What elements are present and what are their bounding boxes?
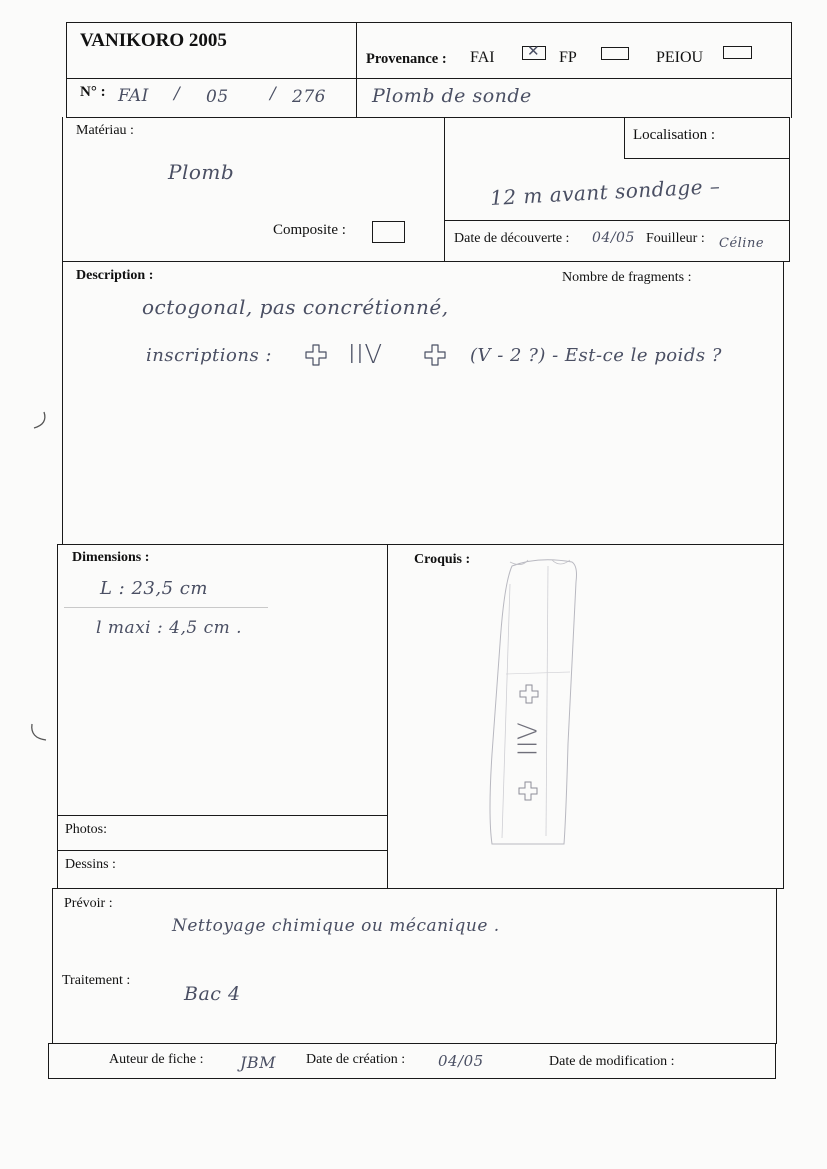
number-separator: / bbox=[270, 84, 277, 104]
location-label: Localisation : bbox=[633, 127, 716, 143]
number-id[interactable]: 276 bbox=[292, 87, 326, 107]
number-site[interactable]: FAI bbox=[118, 86, 149, 106]
creation-date-value[interactable]: 04/05 bbox=[438, 1052, 484, 1070]
provenance-fp-checkbox[interactable] bbox=[601, 47, 629, 60]
divider bbox=[64, 607, 268, 608]
dimension-length[interactable]: L : 23,5 cm bbox=[100, 578, 208, 599]
treatment-value[interactable]: Bac 4 bbox=[184, 983, 241, 1005]
dimensions-label: Dimensions : bbox=[72, 550, 150, 565]
form-title: VANIKORO 2005 bbox=[80, 30, 227, 51]
location-value[interactable]: 12 m avant sondage – bbox=[489, 173, 721, 211]
checkbox-mark-icon: ✕ bbox=[527, 42, 541, 60]
plan-label: Prévoir : bbox=[64, 896, 113, 911]
plan-value[interactable]: Nettoyage chimique ou mécanique . bbox=[172, 916, 500, 936]
fragments-label: Nombre de fragments : bbox=[562, 270, 692, 285]
material-value[interactable]: Plomb bbox=[168, 160, 235, 184]
number-year[interactable]: 05 bbox=[206, 87, 229, 107]
object-name[interactable]: Plomb de sonde bbox=[372, 85, 532, 107]
punch-hole-mark bbox=[28, 722, 48, 746]
provenance-peiou-checkbox[interactable] bbox=[723, 46, 752, 59]
discovery-date-label: Date de découverte : bbox=[454, 231, 570, 246]
provenance-fai-label: FAI bbox=[470, 49, 495, 66]
composite-label: Composite : bbox=[273, 222, 346, 238]
number-separator: / bbox=[174, 84, 181, 104]
punch-hole-mark bbox=[30, 410, 50, 434]
photos-label: Photos: bbox=[65, 822, 108, 837]
inscription-marks: IIV bbox=[348, 340, 383, 370]
drawings-label: Dessins : bbox=[65, 857, 116, 872]
description-line-2-prefix[interactable]: inscriptions : bbox=[146, 345, 272, 366]
author-value[interactable]: JBM bbox=[240, 1053, 277, 1072]
author-label: Auteur de fiche : bbox=[109, 1052, 204, 1067]
provenance-fp-label: FP bbox=[559, 49, 577, 66]
digger-label: Fouilleur : bbox=[646, 231, 705, 246]
description-line-1[interactable]: octogonal, pas concrétionné, bbox=[142, 295, 449, 319]
cross-icon bbox=[304, 343, 328, 367]
description-line-2-suffix[interactable]: (V - 2 ?) - Est-ce le poids ? bbox=[470, 345, 722, 366]
dimension-width[interactable]: l maxi : 4,5 cm . bbox=[96, 618, 243, 638]
discovery-date-value[interactable]: 04/05 bbox=[592, 230, 635, 246]
description-label: Description : bbox=[76, 268, 154, 283]
provenance-fai-checkbox[interactable] bbox=[522, 42, 546, 60]
digger-value[interactable]: Céline bbox=[719, 236, 765, 251]
sketch-inscription-marks: IIV bbox=[513, 721, 544, 757]
creation-date-label: Date de création : bbox=[306, 1052, 406, 1067]
cross-icon bbox=[423, 343, 447, 367]
cross-icon bbox=[517, 780, 539, 802]
number-label: N° : bbox=[80, 84, 106, 100]
provenance-peiou-label: PEIOU bbox=[656, 49, 704, 66]
treatment-label: Traitement : bbox=[62, 973, 131, 988]
provenance-label: Provenance : bbox=[366, 51, 447, 67]
cross-icon bbox=[518, 683, 540, 705]
material-label: Matériau : bbox=[76, 123, 134, 138]
sketch-label: Croquis : bbox=[414, 552, 471, 567]
composite-checkbox[interactable] bbox=[372, 221, 405, 243]
modification-date-label: Date de modification : bbox=[549, 1054, 675, 1069]
